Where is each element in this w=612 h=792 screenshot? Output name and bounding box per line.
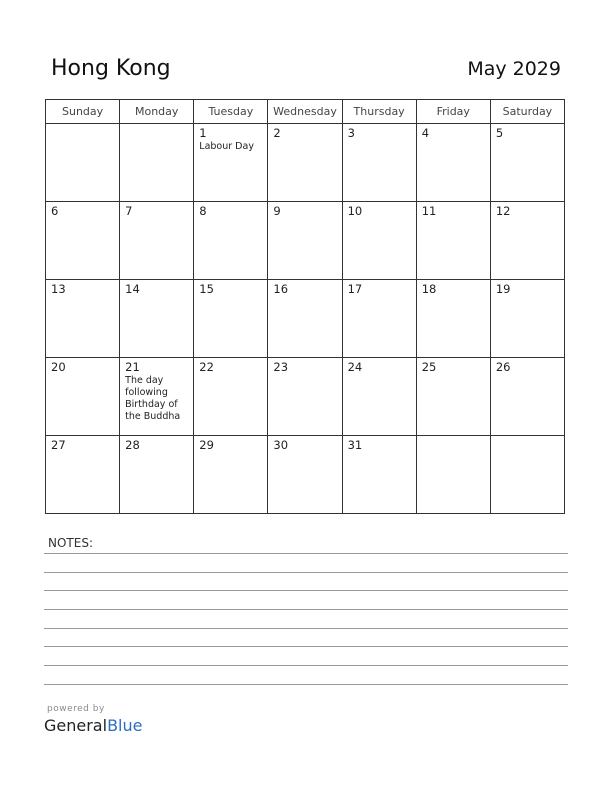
week-row — [46, 202, 565, 280]
weekday-saturday: Saturday — [490, 100, 564, 124]
day-number: 24 — [347, 360, 363, 374]
holiday-label: The day following Birthday of the Buddha — [125, 375, 181, 422]
day-cell-23 — [268, 358, 342, 436]
day-cell-2 — [268, 124, 342, 202]
day-cell-4 — [416, 124, 490, 202]
day-cell-29 — [194, 436, 268, 514]
weekday-tuesday: Tuesday — [194, 100, 268, 124]
day-number: 8 — [199, 204, 207, 218]
note-line — [44, 609, 568, 610]
day-number: 9 — [273, 204, 281, 218]
day-number: 5 — [495, 126, 504, 140]
brand-blue-text: Blue — [107, 716, 143, 735]
day-number: 16 — [273, 282, 289, 296]
week-row — [46, 124, 565, 202]
day-cell-14 — [120, 280, 194, 358]
empty-day-cell — [490, 436, 564, 514]
day-number: 31 — [347, 438, 363, 452]
day-number: 4 — [421, 126, 430, 140]
empty-day-cell — [416, 436, 490, 514]
calendar-grid — [45, 99, 565, 514]
note-line — [44, 665, 568, 666]
day-number: 11 — [421, 204, 437, 218]
day-cell-10 — [342, 202, 416, 280]
day-number: 12 — [495, 204, 511, 218]
weekday-wednesday: Wednesday — [268, 100, 342, 124]
day-cell-26 — [490, 358, 564, 436]
day-number: 28 — [125, 438, 140, 452]
holiday-label: Labour Day — [199, 141, 254, 152]
day-number: 19 — [495, 282, 511, 296]
note-line — [44, 646, 568, 647]
day-number: 3 — [347, 126, 355, 140]
note-line — [44, 553, 568, 554]
day-number: 15 — [199, 282, 214, 296]
day-cell-5 — [490, 124, 564, 202]
day-cell-7 — [120, 202, 194, 280]
weekday-thursday: Thursday — [342, 100, 416, 124]
weekday-friday: Friday — [416, 100, 490, 124]
day-cell-18 — [416, 280, 490, 358]
day-number: 23 — [273, 360, 289, 374]
empty-day-cell — [46, 124, 120, 202]
brand-general-text: General — [44, 716, 108, 735]
day-number: 10 — [347, 204, 363, 218]
day-cell-25 — [416, 358, 490, 436]
day-cell-21 — [120, 358, 194, 436]
day-number: 20 — [51, 360, 66, 374]
note-line — [44, 572, 568, 573]
calendar-title: Hong Kong — [51, 56, 171, 81]
day-number — [46, 124, 119, 127]
day-number: 27 — [51, 438, 66, 452]
month-label: May 2029 — [467, 58, 561, 80]
day-cell-27 — [46, 436, 120, 514]
weekday-header-row — [46, 100, 565, 124]
note-line — [44, 590, 568, 591]
day-cell-30 — [268, 436, 342, 514]
day-cell-1 — [194, 124, 268, 202]
note-line — [44, 684, 568, 685]
day-number: 22 — [199, 360, 214, 374]
day-cell-20 — [46, 358, 120, 436]
day-number: 21 — [125, 360, 140, 374]
day-number: 2 — [273, 126, 281, 140]
day-number: 30 — [273, 438, 289, 452]
day-number: 14 — [125, 282, 140, 296]
week-row — [46, 358, 565, 436]
day-cell-24 — [342, 358, 416, 436]
day-number: 25 — [421, 360, 437, 374]
empty-day-cell — [120, 124, 194, 202]
day-cell-13 — [46, 280, 120, 358]
day-number: 13 — [51, 282, 66, 296]
day-cell-17 — [342, 280, 416, 358]
day-cell-12 — [490, 202, 564, 280]
day-number — [120, 124, 193, 127]
week-row — [46, 280, 565, 358]
weekday-sunday: Sunday — [46, 100, 120, 124]
day-cell-6 — [46, 202, 120, 280]
note-line — [44, 628, 568, 629]
week-row — [46, 436, 565, 514]
day-number: 29 — [199, 438, 214, 452]
day-number: 7 — [125, 204, 133, 218]
day-cell-3 — [342, 124, 416, 202]
generalblue-logo[interactable] — [44, 716, 142, 735]
day-cell-16 — [268, 280, 342, 358]
day-number: 17 — [347, 282, 363, 296]
calendar-body — [46, 124, 565, 514]
day-number: 26 — [495, 360, 511, 374]
day-number — [417, 436, 490, 439]
day-number: 6 — [51, 204, 59, 218]
day-number: 1 — [199, 126, 207, 140]
day-cell-8 — [194, 202, 268, 280]
notes-label: NOTES: — [48, 536, 93, 550]
day-cell-31 — [342, 436, 416, 514]
day-cell-22 — [194, 358, 268, 436]
day-cell-15 — [194, 280, 268, 358]
day-cell-19 — [490, 280, 564, 358]
day-cell-11 — [416, 202, 490, 280]
powered-by-label: powered by — [47, 704, 105, 714]
day-number — [491, 436, 564, 439]
day-cell-9 — [268, 202, 342, 280]
day-number: 18 — [421, 282, 437, 296]
day-cell-28 — [120, 436, 194, 514]
weekday-monday: Monday — [120, 100, 194, 124]
